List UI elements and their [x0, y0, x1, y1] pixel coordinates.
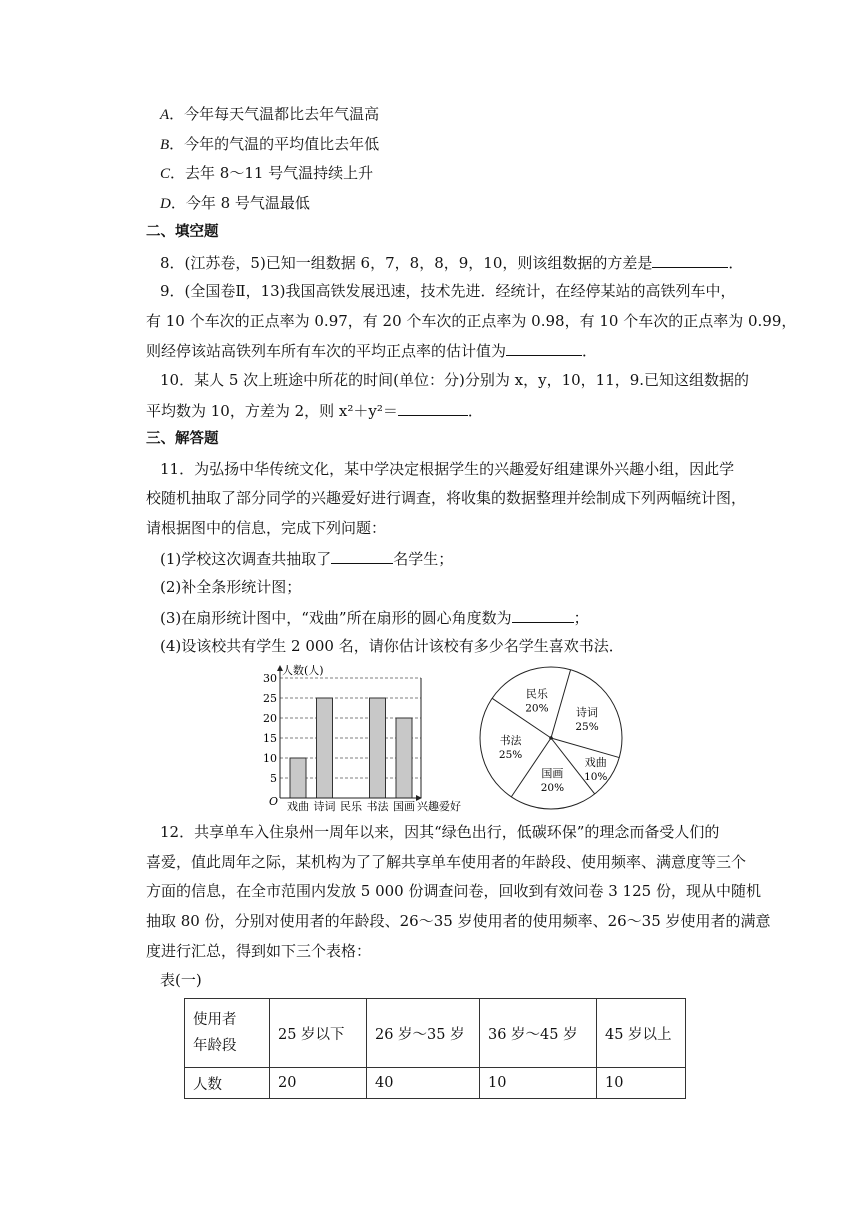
question-12-line3: 方面的信息，在全市范围内发放 5 000 份调查问卷，回收到有效问卷 3 125 份，现从中随机	[146, 882, 761, 900]
y-tick-label: 25	[263, 692, 277, 705]
question-8: 8．(江苏卷，5)已知一组数据 6，7，8，8，9，10，则该组数据的方差是 ．	[160, 254, 744, 272]
bar-国画	[396, 718, 412, 798]
section-answer: 三、解答题	[146, 431, 219, 447]
question-11-part1: (1)学校这次调查共抽取了 名学生；	[160, 550, 454, 568]
pie-center	[549, 736, 553, 740]
question-12-line1: 12．共享单车入住泉州一周年以来，因其“绿色出行，低碳环保”的理念而备受人们的	[160, 823, 720, 841]
question-11-part2: (2)补全条形统计图；	[160, 578, 302, 596]
pie-slice-label: 诗词	[576, 706, 599, 720]
y-tick-label: 30	[263, 672, 277, 685]
y-tick-label: 15	[263, 732, 277, 745]
x-tick-label: 书法	[366, 800, 389, 813]
table-cell: 人数	[185, 1068, 270, 1099]
bar-chart-origin: O	[269, 795, 279, 808]
option-d: D．今年 8 号气温最低	[160, 194, 310, 212]
question-11-line1: 11．为弘扬中华传统文化，某中学决定根据学生的兴趣爱好组建课外兴趣小组，因此学	[160, 460, 735, 478]
x-tick-label: 戏曲	[287, 800, 309, 813]
bar-书法	[370, 698, 386, 798]
table-header-cell: 36 岁～45 岁	[480, 999, 597, 1068]
table-row	[185, 999, 686, 1068]
x-tick-label: 民乐	[340, 800, 362, 813]
table-header-cell: 45 岁以上	[597, 999, 686, 1068]
question-10-line1: 10．某人 5 次上班途中所花的时间(单位：分)分别为 x，y，10，11，9.已知这组数据的	[160, 371, 750, 389]
option-c: C．去年 8～11 号气温持续上升	[160, 164, 374, 182]
bar-诗词	[317, 698, 333, 798]
bar-chart-xlabel: 兴趣爱好	[417, 800, 461, 813]
bar-chart-ylabel: 人数(人)	[282, 664, 324, 677]
pie-slice-value: 10%	[584, 771, 608, 784]
option-b: B．今年的气温的平均值比去年低	[160, 135, 380, 153]
bar-戏曲	[290, 758, 306, 798]
y-tick-label: 10	[263, 752, 277, 765]
pie-slice-value: 20%	[540, 782, 565, 795]
x-tick-label: 诗词	[313, 800, 336, 813]
pie-slice-value: 25%	[498, 748, 523, 761]
question-11-line3: 请根据图中的信息，完成下列问题：	[146, 519, 387, 537]
question-12-line4: 抽取 80 份，分别对使用者的年龄段、26～35 岁使用者的使用频率、26～35 岁使用者的满意	[146, 912, 771, 930]
question-11-part4: (4)设该校共有学生 2 000 名，请你估计该校有多少名学生喜欢书法．	[160, 637, 624, 655]
answer-blank[interactable]	[512, 607, 574, 623]
table-cell: 10	[597, 1068, 686, 1099]
question-11-line2: 校随机抽取了部分同学的兴趣爱好进行调查，将收集的数据整理并绘制成下列两幅统计图，	[146, 489, 747, 507]
answer-blank[interactable]	[331, 548, 393, 564]
pie-slice-label: 书法	[499, 733, 522, 747]
question-9-line3: 则经停该站高铁列车所有车次的平均正点率的估计值为 ．	[146, 342, 598, 360]
table-row	[185, 1068, 686, 1099]
section-fill-in: 二、填空题	[146, 224, 219, 240]
answer-blank[interactable]	[398, 400, 468, 416]
x-tick-label: 国画	[393, 800, 415, 813]
answer-blank[interactable]	[506, 340, 582, 356]
bar-chart	[255, 660, 475, 816]
pie-slice-label: 民乐	[525, 687, 548, 701]
table-cell: 10	[480, 1068, 597, 1099]
question-9-line1: 9．(全国卷Ⅱ，13)我国高铁发展迅速，技术先进．经统计，在经停某站的高铁列车中，	[160, 282, 736, 300]
pie-slice-label: 国画	[541, 767, 564, 781]
table-header-cell: 使用者 年龄段	[185, 999, 270, 1068]
pie-chart	[477, 660, 637, 810]
pie-slice-label: 戏曲	[584, 756, 607, 770]
answer-blank[interactable]	[652, 252, 728, 268]
y-tick-label: 20	[263, 712, 277, 725]
question-12-line5: 度进行汇总，得到如下三个表格：	[146, 942, 372, 960]
table-cell: 40	[367, 1068, 480, 1099]
option-a: A．今年每天气温都比去年气温高	[160, 105, 380, 123]
y-tick-label: 5	[270, 772, 277, 785]
table-1-caption: 表(一)	[160, 971, 202, 989]
table-cell: 20	[270, 1068, 367, 1099]
question-12-line2: 喜爱，值此周年之际，某机构为了了解共享单车使用者的年龄段、使用频率、满意度等三个	[146, 853, 747, 871]
table-1	[184, 998, 686, 1099]
question-9-line2: 有 10 个车次的正点率为 0.97，有 20 个车次的正点率为 0.98，有 10 个车次的正点率为 0.99，	[146, 312, 797, 330]
pie-slice-value: 25%	[575, 721, 599, 734]
table-header-cell: 25 岁以下	[270, 999, 367, 1068]
question-11-part3: (3)在扇形统计图中，“戏曲”所在扇形的圆心角度数为 ；	[160, 609, 589, 627]
table-header-cell: 26 岁～35 岁	[367, 999, 480, 1068]
pie-slice-value: 20%	[525, 702, 549, 715]
question-10-line2: 平均数为 10，方差为 2，则 x²＋y²＝ ．	[146, 402, 483, 420]
